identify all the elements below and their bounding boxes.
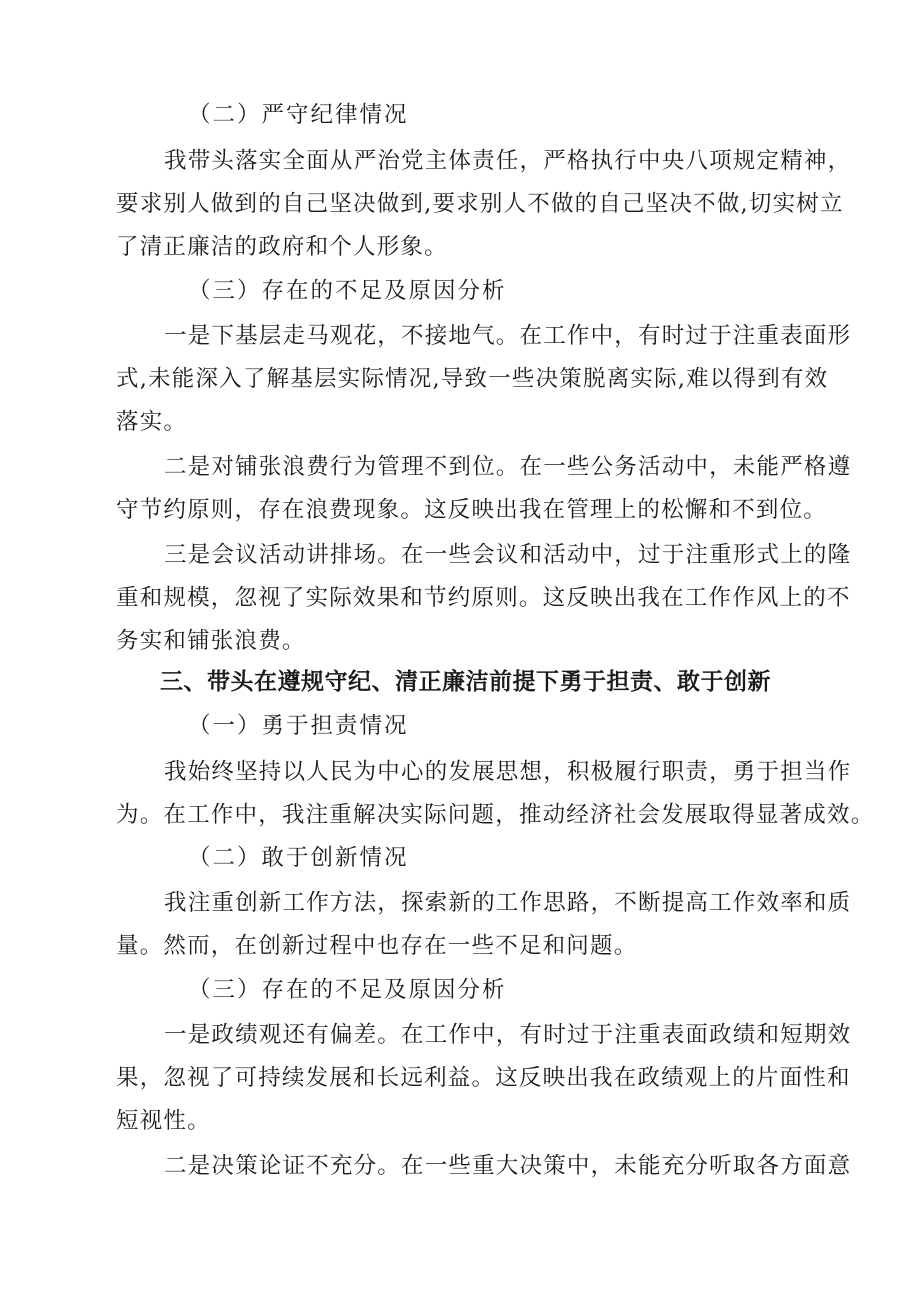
paragraph-line: 我带头落实全面从严治党主体责任，严格执行中央八项规定精神， [164, 148, 852, 174]
paragraph-line: 我始终坚持以人民为中心的发展思想，积极履行职责，勇于担当作 [164, 759, 852, 785]
paragraph-line: 落实。 [116, 409, 188, 435]
paragraph-line: 我注重创新工作方法，探索新的工作思路，不断提高工作效率和质 [164, 890, 852, 916]
paragraph-line: 务实和铺张浪费。 [116, 628, 306, 654]
subheading-shortcomings: （三）存在的不足及原因分析 [188, 278, 507, 304]
paragraph-line: 果，忽视了可持续发展和长远利益。这反映出我在政绩观上的片面性和 [116, 1065, 851, 1091]
paragraph-line: 量。然而，在创新过程中也存在一些不足和问题。 [116, 933, 638, 959]
paragraph-line: 二是决策论证不充分。在一些重大决策中，未能充分听取各方面意 [164, 1153, 852, 1179]
paragraph-line: 三是会议活动讲排场。在一些会议和活动中，过于注重形式上的隆 [164, 542, 852, 568]
paragraph-line: 短视性。 [116, 1108, 211, 1134]
paragraph-line: 要求别人做到的自己坚决做到,要求别人不做的自己坚决不做,切实树立 [116, 191, 844, 217]
paragraph-line: 重和规模，忽视了实际效果和节约原则。这反映出我在工作作风上的不 [116, 585, 851, 611]
subheading-discipline: （二）严守纪律情况 [188, 102, 409, 128]
paragraph-line: 式,未能深入了解基层实际情况,导致一些决策脱离实际,难以得到有效 [116, 366, 829, 392]
paragraph-line: 一是政绩观还有偏差。在工作中，有时过于注重表面政绩和短期效 [164, 1022, 852, 1048]
paragraph-line: 为。在工作中，我注重解决实际问题，推动经济社会发展取得显著成效。 [116, 802, 875, 828]
paragraph-line: 守节约原则，存在浪费现象。这反映出我在管理上的松懈和不到位。 [116, 497, 828, 523]
main-heading: 三、带头在遵规守纪、清正廉洁前提下勇于担责、敢于创新 [160, 669, 771, 695]
paragraph-line: 二是对铺张浪费行为管理不到位。在一些公务活动中，未能严格遵 [164, 454, 852, 480]
paragraph-line: 了清正廉洁的政府和个人形象。 [116, 234, 448, 260]
subheading-responsibility: （一）勇于担责情况 [188, 713, 409, 739]
subheading-shortcomings-2: （三）存在的不足及原因分析 [188, 977, 507, 1003]
paragraph-line: 一是下基层走马观花，不接地气。在工作中，有时过于注重表面形 [164, 323, 852, 349]
subheading-innovation: （二）敢于创新情况 [188, 845, 409, 871]
